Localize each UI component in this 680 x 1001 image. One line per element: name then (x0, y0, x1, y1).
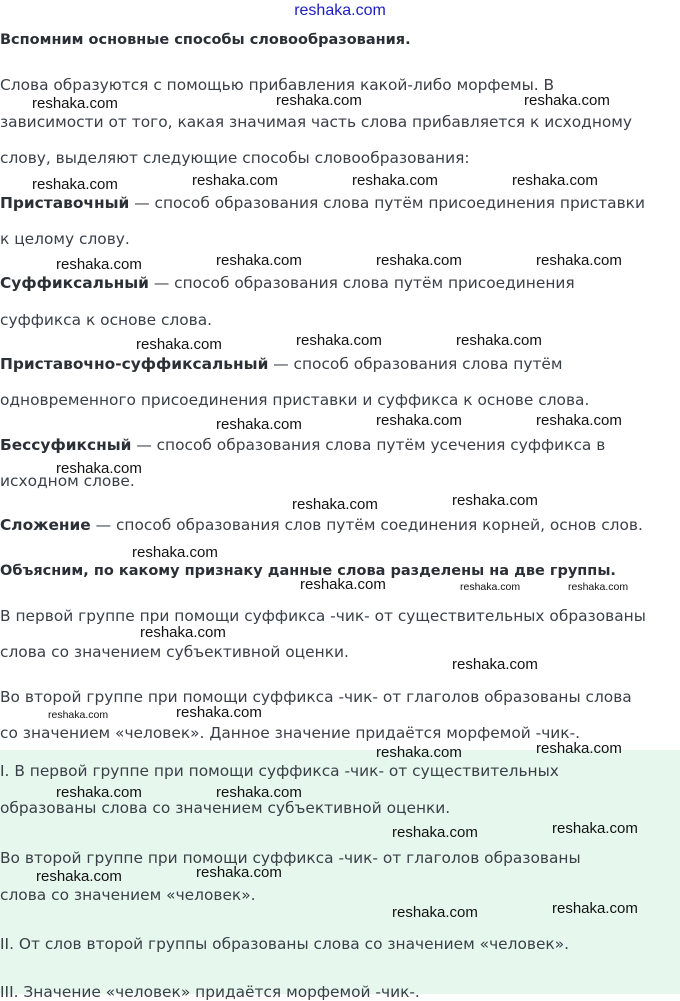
watermark: reshaka.com (216, 416, 302, 433)
watermark: reshaka.com (452, 492, 538, 509)
method-description: — способ образования слова путём (268, 355, 563, 373)
intro-line: зависимости от того, какая значимая часть слова прибавляется к исходному (0, 113, 633, 131)
method-description: — способ образования слов путём соединения корней, основ слов. (90, 516, 643, 534)
explanation-line: со значением «человек». Данное значение придаётся морфемой -чик-. (0, 724, 581, 742)
watermark: reshaka.com (536, 412, 622, 429)
watermark: reshaka.com (48, 709, 109, 721)
watermark: reshaka.com (196, 864, 282, 881)
watermark: reshaka.com (136, 336, 222, 353)
watermark: reshaka.com (32, 176, 118, 193)
method-term: Сложение (0, 516, 91, 534)
method-description: — способ образования слова путём присоединения (148, 274, 575, 292)
watermark: reshaka.com (192, 172, 278, 189)
section-heading: Вспомним основные способы словообразования. (0, 32, 411, 48)
method-term: Бессуфиксный (0, 436, 132, 454)
method-term: Приставочный (0, 194, 130, 212)
watermark: reshaka.com (536, 740, 622, 757)
watermark: reshaka.com (352, 172, 438, 189)
watermark: reshaka.com (56, 784, 142, 801)
watermark: reshaka.com (376, 744, 462, 761)
method-description: — способ образования слова путём усечения суффикса в (131, 436, 606, 454)
explanation-line: Во второй группе при помощи суффикса -чик- от глаголов образованы слова (0, 688, 632, 706)
method-description: — способ образования слова путём присоединения приставки (129, 194, 645, 212)
explanation-line: слова со значением субъективной оценки. (0, 643, 349, 661)
watermark: reshaka.com (524, 92, 610, 109)
watermark: reshaka.com (296, 332, 382, 349)
section-heading: Объясним, по какому признаку данные слова разделены на две группы. (0, 563, 616, 579)
watermark: reshaka.com (176, 704, 262, 721)
method-line: одновременного присоединения приставки и суффикса к основе слова. (0, 391, 590, 409)
watermark: reshaka.com (552, 900, 638, 917)
watermark: reshaka.com (32, 95, 118, 112)
method-line (0, 274, 575, 292)
answer-line: образованы слова со значением субъективной оценки. (0, 799, 451, 817)
watermark: reshaka.com (456, 332, 542, 349)
watermark: reshaka.com (36, 868, 122, 885)
method-line: к целому слову. (0, 230, 130, 248)
method-line (0, 436, 605, 454)
answer-line: III. Значение «человек» придаётся морфемой -чик-. (0, 983, 420, 1001)
method-term: Суффиксальный (0, 274, 149, 292)
watermark: reshaka.com (452, 656, 538, 673)
intro-line: Слова образуются с помощью прибавления какой-либо морфемы. В (0, 76, 555, 94)
answer-line: Во второй группе при помощи суффикса -чик- от глаголов образованы (0, 849, 581, 867)
watermark: reshaka.com (276, 92, 362, 109)
watermark: reshaka.com (300, 576, 386, 593)
watermark: reshaka.com (460, 581, 521, 593)
answer-line: I. В первой группе при помощи суффикса -чик- от существительных (0, 762, 559, 780)
watermark: reshaka.com (568, 581, 629, 593)
watermark: reshaka.com (552, 820, 638, 837)
watermark: reshaka.com (216, 784, 302, 801)
method-line (0, 355, 563, 373)
answer-line: II. От слов второй группы образованы слова со значением «человек». (0, 935, 570, 953)
watermark: reshaka.com (376, 252, 462, 269)
method-line (0, 194, 645, 212)
method-line (0, 516, 643, 534)
explanation-line: В первой группе при помощи суффикса -чик- от существительных образованы (0, 607, 646, 625)
watermark: reshaka.com (536, 252, 622, 269)
watermark: reshaka.com (56, 460, 142, 477)
watermark: reshaka.com (132, 544, 218, 561)
method-term: Приставочно-суффиксальный (0, 355, 269, 373)
watermark: reshaka.com (376, 412, 462, 429)
method-line: исходном слове. (0, 472, 135, 490)
watermark: reshaka.com (392, 824, 478, 841)
watermark: reshaka.com (392, 904, 478, 921)
watermark: reshaka.com (512, 172, 598, 189)
watermark: reshaka.com (216, 252, 302, 269)
intro-line: слову, выделяют следующие способы словообразования: (0, 149, 470, 167)
site-header-link[interactable]: reshaka.com (294, 2, 386, 19)
watermark: reshaka.com (292, 496, 378, 513)
watermark: reshaka.com (140, 624, 226, 641)
method-line: суффикса к основе слова. (0, 311, 213, 329)
watermark: reshaka.com (56, 256, 142, 273)
answer-line: слова со значением «человек». (0, 886, 256, 904)
